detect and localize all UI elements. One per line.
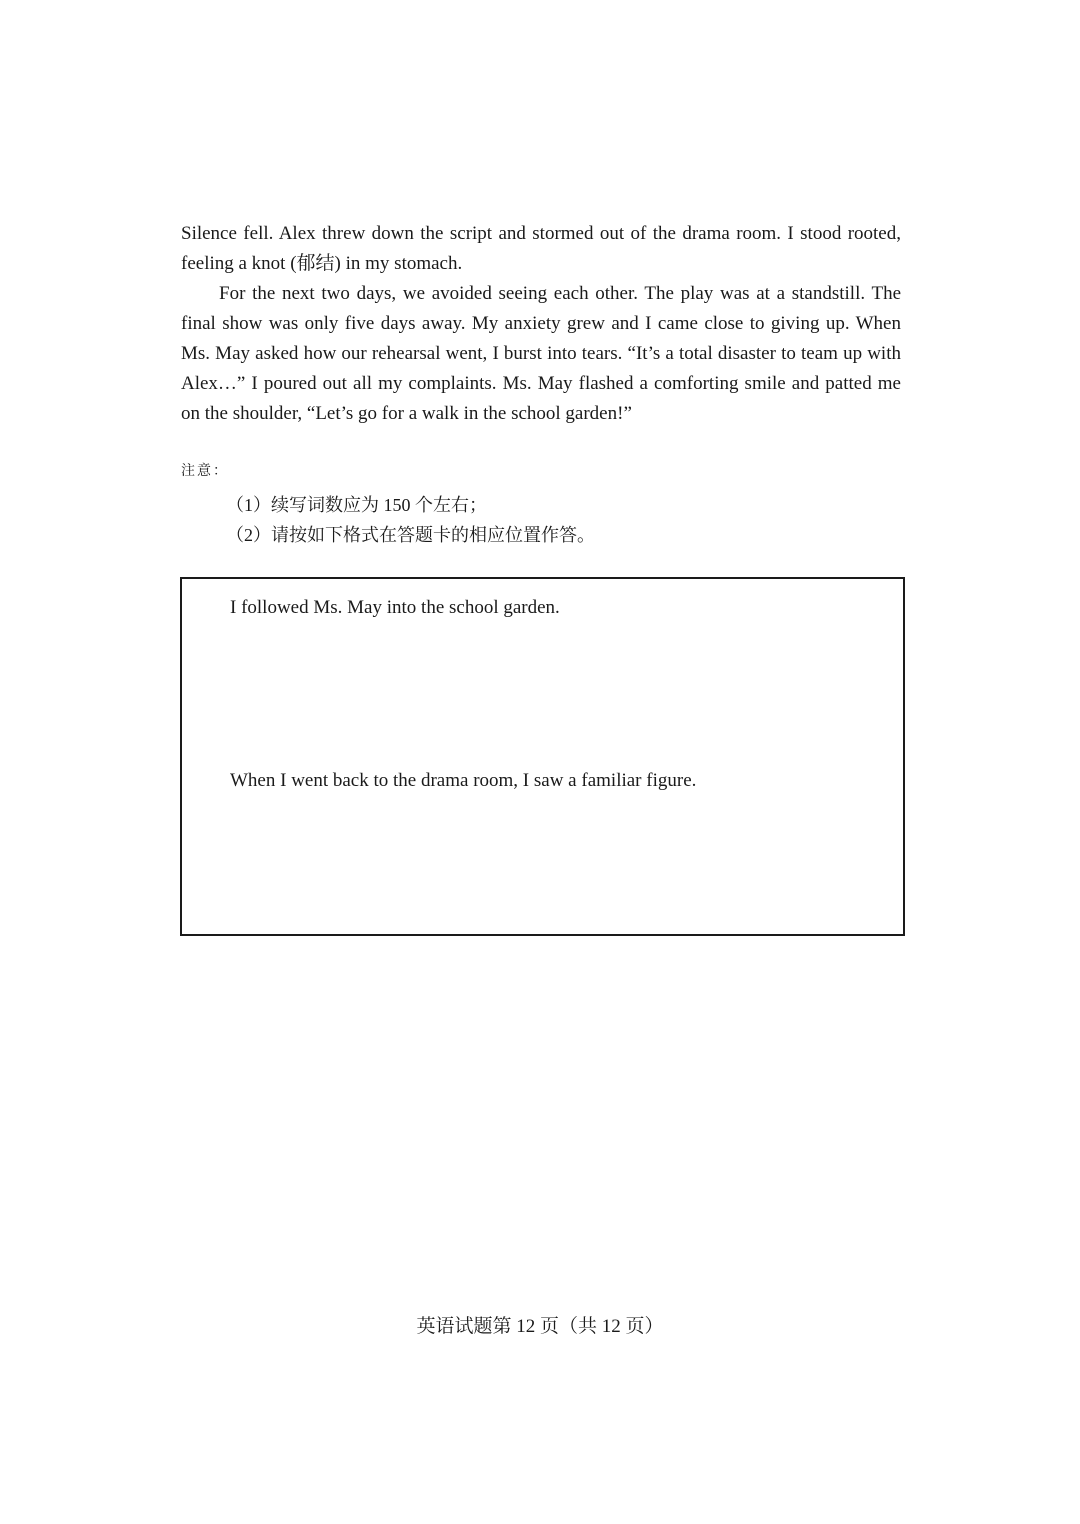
answer-format-box <box>180 577 905 936</box>
passage-paragraph-1: Silence fell. Alex threw down the script and stormed out of the drama room. I stood rooted, feeling a knot (郁结) in my stomach. <box>181 223 901 274</box>
notes-label: 注意： <box>181 464 229 479</box>
note-item-answer-format: （2）请按如下格式在答题卡的相应位置作答。 <box>226 525 595 545</box>
paragraph-two-opening: When I went back to the drama room, I saw a familiar figure. <box>230 770 697 791</box>
paragraph-one-opening: I followed Ms. May into the school garden. <box>230 597 560 618</box>
note-item-word-count: （1）续写词数应为 150 个左右； <box>226 495 487 515</box>
story-passage <box>181 219 901 429</box>
passage-paragraph-2: For the next two days, we avoided seeing each other. The play was at a standstill. The final show was only five days away. My anxiety grew and I came close to giving up. When Ms. May asked how our rehearsal went, I burst into tears. “It’s a total disaster to team up with Alex…” I poured out all my complaints. Ms. May flashed a comforting smile and patted me on the shoulder, “Let’s go for a walk in the school garden!” <box>181 283 901 424</box>
page-footer: 英语试题第 12 页（共 12 页） <box>416 1316 664 1337</box>
